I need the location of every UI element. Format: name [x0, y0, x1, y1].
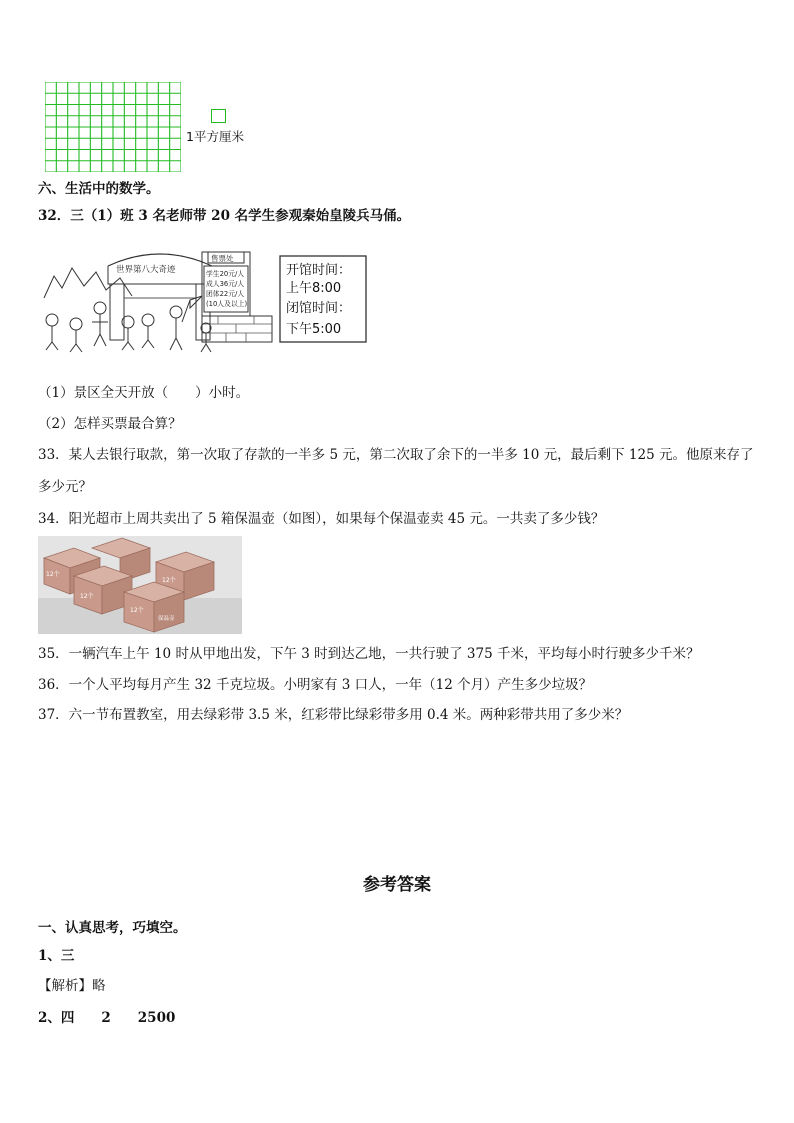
box-label-4: 12个 [130, 607, 144, 614]
question-32-part-1: （1）景区全天开放（ ）小时。 [38, 385, 250, 401]
question-33-line-2: 多少元？ [38, 479, 92, 495]
answers-heading: 参考答案 [363, 875, 431, 895]
museum-entrance-illustration [40, 238, 370, 356]
ticket-office-label: 售票处 [211, 254, 234, 263]
price-group-note: (10人及以上) [206, 300, 248, 308]
answer-1: 1、三 [38, 948, 75, 964]
answers-section-1-title: 一、认真思考，巧填空。 [38, 920, 187, 936]
question-37: 37．六一节布置教室，用去绿彩带 3.5 米，红彩带比绿彩带多用 0.4 米。两种彩带共用了多少米？ [38, 707, 629, 723]
price-adult: 成人36元/人 [206, 280, 245, 288]
box-label-3: 12个 [162, 577, 176, 584]
section-6-title: 六、生活中的数学。 [38, 181, 160, 197]
box-label-1: 12个 [46, 571, 60, 578]
unit-square-label: 1平方厘米 [186, 129, 244, 144]
box-label-thermos: 保温壶 [158, 616, 175, 622]
answer-2: 2、四 2 2500 [38, 1010, 176, 1026]
opening-time-label: 开馆时间： [286, 263, 352, 278]
banner-text: 世界第八大奇迹 [116, 265, 176, 275]
question-35: 35．一辆汽车上午 10 时从甲地出发，下午 3 时到达乙地，一共行驶了 375 千米，平均每小时行驶多少千米？ [38, 646, 700, 662]
answer-1-analysis: 【解析】略 [38, 978, 106, 994]
unit-square [211, 109, 226, 123]
square-grid-figure [45, 82, 181, 172]
question-32-part-2: （2）怎样买票最合算？ [38, 416, 182, 432]
closing-time-label: 闭馆时间： [286, 301, 352, 316]
price-student: 学生20元/人 [206, 270, 245, 278]
price-group: 团体22元/人 [206, 290, 245, 298]
closing-time-value: 下午5:00 [286, 322, 342, 337]
question-34: 34．阳光超市上周共卖出了 5 箱保温壶（如图），如果每个保温壶卖 45 元。一共卖了多少钱？ [38, 511, 605, 527]
question-33-line-1: 33．某人去银行取款，第一次取了存款的一半多 5 元，第二次取了余下的一半多 10 元，最后剩下 125 元。他原来存了 [38, 447, 754, 463]
question-36: 36．一个人平均每月产生 32 千克垃圾。小明家有 3 口人，一年（12 个月）产生多少垃圾？ [38, 677, 593, 693]
thermos-boxes-illustration [38, 536, 242, 634]
opening-time-value: 上午8:00 [286, 281, 342, 296]
box-label-2: 12个 [80, 593, 94, 600]
visitors-group [46, 296, 211, 352]
question-32: 32．三（1）班 3 名老师带 20 名学生参观秦始皇陵兵马俑。 [38, 208, 411, 224]
